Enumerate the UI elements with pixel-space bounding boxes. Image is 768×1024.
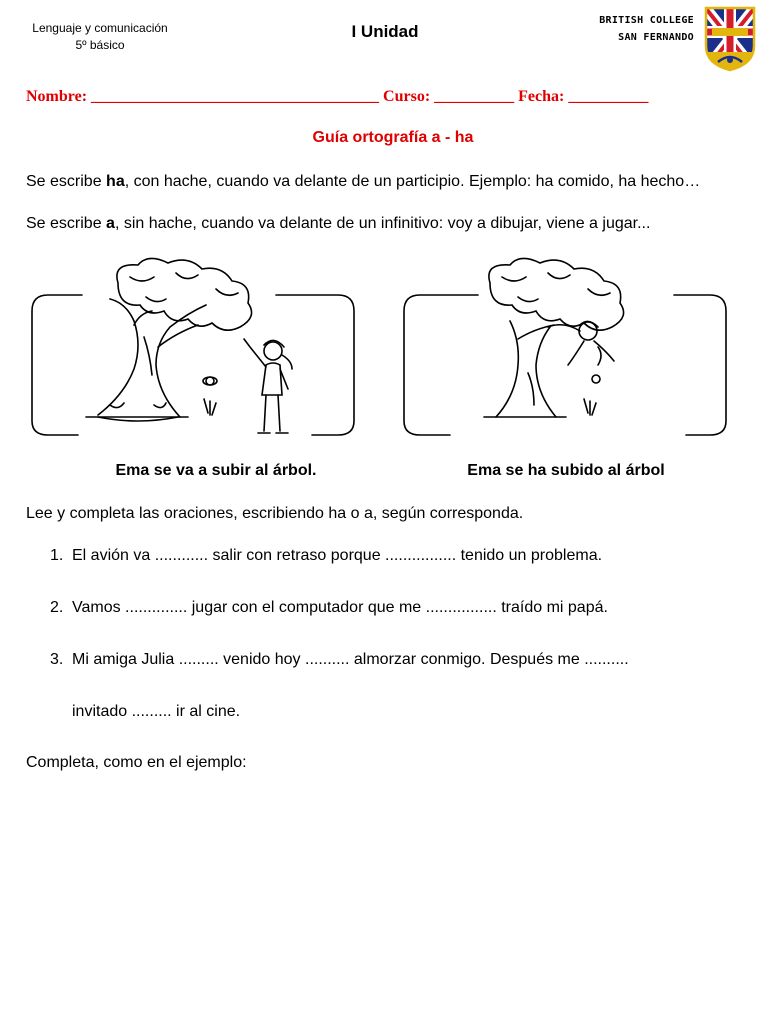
caption-left: Ema se va a subir al árbol. [115,462,317,479]
rule-a-post: , sin hache, cuando va delante de un infinitivo: voy a dibujar, viene a jugar... [114,215,651,232]
exercise-item-2[interactable] [50,599,608,617]
exercise-number: 3. [50,651,64,668]
exercise-number: 1. [50,547,64,564]
student-info-line [26,88,746,106]
caption-right: Ema se ha subido al árbol [467,462,665,479]
exercise-text[interactable]: Mi amiga Julia ......... venido hoy .......... almorzar conmigo. Después me .......... [72,651,629,668]
school-line-1: BRITISH COLLEGE [599,15,694,26]
exercise-item-3[interactable] [50,651,629,669]
exercise-number: 2. [50,599,64,616]
grade-label: 5º básico [75,38,125,52]
school-crest-icon [704,6,756,72]
exercise-instruction: Lee y completa las oraciones, escribiendo ha o a, según corresponda. [26,505,524,522]
subject-header [20,20,180,54]
course-label: Curso: [383,88,431,105]
rule-ha-post: , con hache, cuando va delante de un participio. Ejemplo: ha comido, ha hecho… [124,173,701,190]
rule-ha-pre: Se escribe [26,173,107,190]
girl-in-tree-illustration [398,255,744,455]
rule-ha [26,171,746,192]
exercise-3-continuation[interactable]: invitado ......... ir al cine. [72,703,241,720]
date-field[interactable]: __________ [568,88,649,105]
exercise-text[interactable]: El avión va ............ salir con retraso porque ................ tenido un problema. [72,547,603,564]
rule-ha-bold: ha [106,173,125,190]
school-name [574,12,694,46]
exercise-item-1[interactable] [50,547,602,565]
date-label: Fecha: [518,88,565,105]
rule-a-pre: Se escribe [26,215,107,232]
name-label: Nombre: [26,88,88,105]
rule-a-bold: a [106,215,115,232]
worksheet-title: Guía ortografía a - ha [312,129,474,146]
subject-label: Lenguaje y comunicación [32,21,168,35]
girl-below-tree-illustration [26,255,372,455]
rule-a [26,213,746,234]
school-line-2: SAN FERNANDO [618,32,694,43]
name-field[interactable]: ____________________________________ [91,88,380,105]
unit-title: I Unidad [351,22,419,41]
final-instruction: Completa, como en el ejemplo: [26,754,247,771]
course-field[interactable]: __________ [434,88,515,105]
exercise-text[interactable]: Vamos .............. jugar con el computador que me ................ traído mi papá. [72,599,608,616]
